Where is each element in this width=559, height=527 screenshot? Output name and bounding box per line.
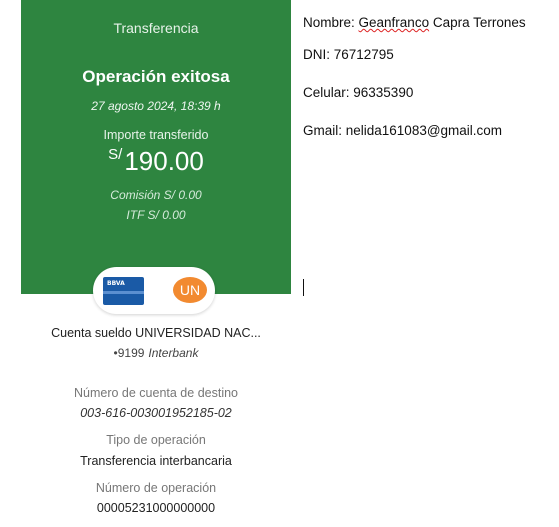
destination-account-name: Cuenta sueldo UNIVERSIDAD NAC... [51,326,261,340]
card-brand-label: BBVA [107,280,125,287]
operation-type-value: Transferencia interbancaria [80,454,232,468]
transfer-receipt [21,0,291,527]
name-first: Geanfranco [358,15,430,30]
operation-number-value: 00005231000000000 [96,501,216,515]
transferred-amount [21,146,291,177]
currency-symbol: S/ [108,146,123,163]
amount-value: 190.00 [124,146,204,176]
bbva-card-icon [103,277,144,305]
operation-datetime: 27 agosto 2024, 18:39 h [91,99,221,113]
receipt-header [21,0,291,294]
account-icons-pill [93,267,215,314]
status-message: Operación exitosa [82,67,230,86]
doc-email-line: Gmail: nelida161083@gmail.com [303,123,503,138]
operation-type-label: Tipo de operación [106,433,206,447]
destination-bank-line [21,346,291,360]
commission-text: Comisión S/ 0.00 [110,188,202,202]
dest-account-value: 003-616-003001952185-02 [80,406,232,420]
receipt-title: Transferencia [113,20,199,36]
doc-phone-line: Celular: 96335390 [303,85,414,100]
doc-name-line [303,15,526,30]
itf-text: ITF S/ 0.00 [126,208,186,222]
card-stripe [103,291,144,294]
name-rest: Capra Terrones [429,15,526,30]
text-cursor[interactable] [303,279,304,296]
dest-account-label: Número de cuenta de destino [74,386,238,400]
destination-avatar: UN [173,277,207,303]
amount-label: Importe transferido [103,128,209,142]
doc-dni-line: DNI: 76712795 [303,47,394,62]
name-label: Nombre: [303,15,359,30]
account-suffix: •9199 [113,346,145,360]
bank-name: Interbank [148,346,199,360]
operation-number-label: Número de operación [95,481,217,495]
